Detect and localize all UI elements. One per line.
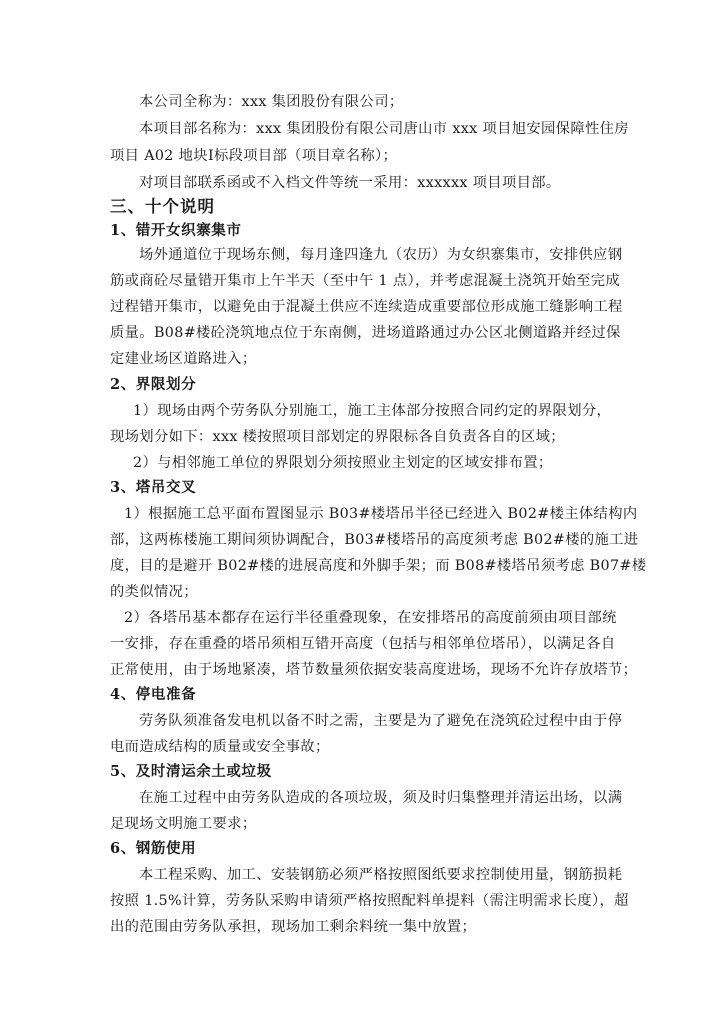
subheading-tower-crane: 3、塔吊交叉	[110, 479, 197, 496]
paragraph-line: 项目 A02 地块Ⅰ标段项目部（项目章名称）；	[110, 148, 398, 164]
paragraph-line: 部，这两栋楼施工期间须协调配合，B03#楼塔吊的高度须考虑 B02#楼的施工进	[110, 532, 639, 548]
subheading-power-outage: 4、停电准备	[110, 686, 197, 703]
paragraph-line: 足现场文明施工要求；	[110, 816, 257, 832]
paragraph-line: 在施工过程中由劳务队造成的各项垃圾，须及时归集整理并清运出场，以满	[139, 790, 623, 806]
subheading-market: 1、错开女织寨集市	[110, 222, 242, 239]
paragraph-line: 的类似情况；	[110, 584, 198, 600]
paragraph-line: 电而造成结构的质量或安全事故；	[110, 739, 330, 755]
paragraph-project-name: 本项目部名称为：xxx 集团股份有限公司唐山市 xxx 项目旭安园保障性住房	[139, 121, 629, 137]
paragraph-line: 一安排，存在重叠的塔吊须相互错开高度（包括与相邻单位塔吊），以满足各自	[110, 636, 616, 652]
paragraph-line: 1）现场由两个劳务队分别施工，施工主体部分按照合同约定的界限划分，	[133, 403, 612, 419]
paragraph-line: 2）与相邻施工单位的界限划分须按照业主划定的区域安排布置；	[133, 455, 553, 471]
subheading-boundary: 2、界限划分	[110, 376, 197, 393]
paragraph-line: 过程错开集市，以避免由于混凝土供应不连续造成重要部位形成施工缝影响工程	[110, 299, 623, 315]
paragraph-line: 场外通道位于现场东侧，每月逢四逢九（农历）为女织寨集市，安排供应钢	[139, 247, 623, 263]
paragraph-line: 质量。B08#楼砼浇筑地点位于东南侧，进场道路通过办公区北侧道路并经过保	[110, 325, 621, 341]
paragraph-line: 现场划分如下：xxx 楼按照项目部划定的界限标各自负责各自的区域；	[110, 429, 565, 445]
paragraph-line: 筋或商砼尽量错开集市上午半天（至中午 1 点），并考虑混凝土浇筑开始至完成	[110, 273, 621, 289]
paragraph-line: 2）各塔吊基本都存在运行半径重叠现象，在安排塔吊的高度前须由项目部统	[124, 610, 617, 626]
paragraph-company-name: 本公司全称为：xxx 集团股份有限公司；	[139, 94, 404, 110]
paragraph-line: 本工程采购、加工、安装钢筋必须严格按照图纸要求控制使用量，钢筋损耗	[139, 867, 623, 883]
paragraph-line: 1）根据施工总平面布置图显示 B03#楼塔吊半径已经进入 B02#楼主体结构内	[124, 506, 638, 522]
subheading-waste-removal: 5、及时清运余土或垃圾	[110, 763, 272, 780]
paragraph-contact-letter: 对项目部联系函或不入档文件等统一采用：xxxxxx 项目项目部。	[139, 175, 561, 191]
paragraph-line: 按照 1.5%计算，劳务队采购申请须严格按照配料单提料（需注明需求长度），超	[110, 893, 629, 909]
paragraph-line: 正常使用，由于场地紧凑，塔节数量须依据安装高度进场，现场不允许存放塔节；	[110, 662, 638, 678]
paragraph-line: 劳务队须准备发电机以备不时之需，主要是为了避免在浇筑砼过程中由于停	[139, 713, 623, 729]
paragraph-line: 定建业场区道路进入；	[110, 351, 257, 367]
section-heading-ten-notes: 三、十个说明	[110, 197, 215, 216]
subheading-rebar-use: 6、钢筋使用	[110, 840, 197, 857]
paragraph-line: 出的范围由劳务队承担，现场加工剩余料统一集中放置；	[110, 919, 477, 935]
paragraph-line: 度，目的是避开 B02#楼的进展高度和外脚手架；而 B08#楼塔吊须考虑 B07#楼	[110, 558, 647, 574]
